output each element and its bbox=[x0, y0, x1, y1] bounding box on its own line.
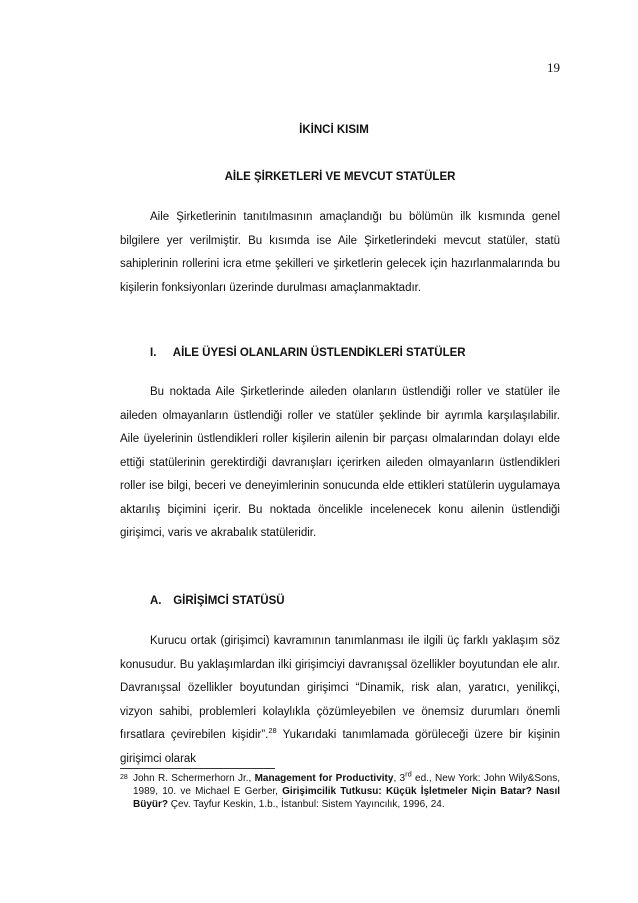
chapter-title: AİLE ŞİRKETLERİ VE MEVCUT STATÜLER bbox=[224, 171, 456, 183]
footnote-pub2: Çev. Tayfur Keskin, 1.b., İstanbul: Sistem Yayıncılık, 1996, 24. bbox=[168, 799, 445, 811]
section-a-paragraph-block bbox=[120, 630, 560, 771]
footnote bbox=[120, 769, 561, 812]
intro-paragraph-block bbox=[120, 206, 560, 300]
footnote-pub1-a: , 3 bbox=[393, 773, 406, 784]
section-a-paragraph bbox=[120, 630, 560, 771]
footnote-divider bbox=[120, 768, 275, 769]
footnote-pub1-sup: rd bbox=[405, 769, 412, 779]
footnote-author1: John R. Schermerhorn Jr., bbox=[133, 773, 255, 784]
intro-paragraph: Aile Şirketlerinin tanıtılmasının amaçlandığı bu bölümün ilk kısmında genel bilgilere yer verilmiştir. Bu kısımda ise Aile Şirketlerindeki mevcut statüler, statü sahiplerinin rollerini icra etme şekilleri ve şirketlerin gelecek için hazırlanmalarında bu kişilerin fonksiyonları üzerinde durulması amaçlanmaktadır. bbox=[120, 211, 560, 294]
section-1-title: AİLE ÜYESİ OLANLARIN ÜSTLENDİKLERİ STATÜLER bbox=[172, 347, 466, 359]
section-a-heading bbox=[150, 595, 285, 607]
section-1-paragraph-block bbox=[120, 381, 560, 546]
footnote-pub1-b: ed., New York: John Wily&Sons, 1989, 10. ve Michael E Gerber, bbox=[133, 773, 560, 798]
footnote-reference[interactable]: 28 bbox=[268, 726, 277, 736]
page-number: 19 bbox=[547, 60, 560, 75]
section-a-paragraph-tail: Yukarıdaki tanımlamada görüleceği üzere bir kişinin girişimci olarak bbox=[120, 729, 560, 765]
section-a-title: GİRİŞİMCİ STATÜSÜ bbox=[173, 595, 285, 607]
section-1-paragraph: Bu noktada Aile Şirketlerinde aileden olanların üstlendiği roller ve statüler ile aileden olmayanların üstlendiği roller ve statüler şeklinde bir ayrımla karşılaşılabilir. Aile üyelerinin üstlendikleri roller kişilerin ailenin bir parçası olmalarından dolayı elde ettiği statülerinin gerektirdiği davranışları içerirken aileden olmayanların üstlendikleri roller ise bilgi, beceri ve deneyimlerinin sonucunda elde ettikleri statülerin uygulamaya aktarılış biçimini içerir. Bu noktada öncelikle incelenecek konu ailenin üstlendiği girişimci, varis ve akrabalık statüleridir. bbox=[120, 386, 560, 539]
footnote-mark: 28 bbox=[120, 774, 128, 781]
footnote-book2: Girişimcilik Tutkusu: Küçük İşletmeler Niçin Batar? Nasıl Büyür? bbox=[133, 786, 561, 811]
footnote-text bbox=[120, 769, 561, 812]
section-1-heading bbox=[150, 347, 466, 359]
part-title: İKİNCİ KISIM bbox=[299, 124, 369, 136]
section-1-number: I. bbox=[150, 347, 157, 359]
footnote-book1: Management for Productivity bbox=[254, 773, 394, 784]
section-a-paragraph-text: Kurucu ortak (girişimci) kavramının tanımlanması ile ilgili üç farklı yaklaşım söz konusudur. Bu yaklaşımlardan ilki girişimciyi davranışsal özellikler boyutundan ele alır. Davranışsal özellikler boyutundan girişimci “Dinamik, risk alan, yaratıcı, yenilikçi, vizyon sahibi, problemleri kolaylıkla çözümleyebilen ve önemsiz durumları önemli fırsatlara çevirebilen kişidir”. bbox=[120, 635, 560, 741]
section-a-number: A. bbox=[150, 595, 162, 607]
